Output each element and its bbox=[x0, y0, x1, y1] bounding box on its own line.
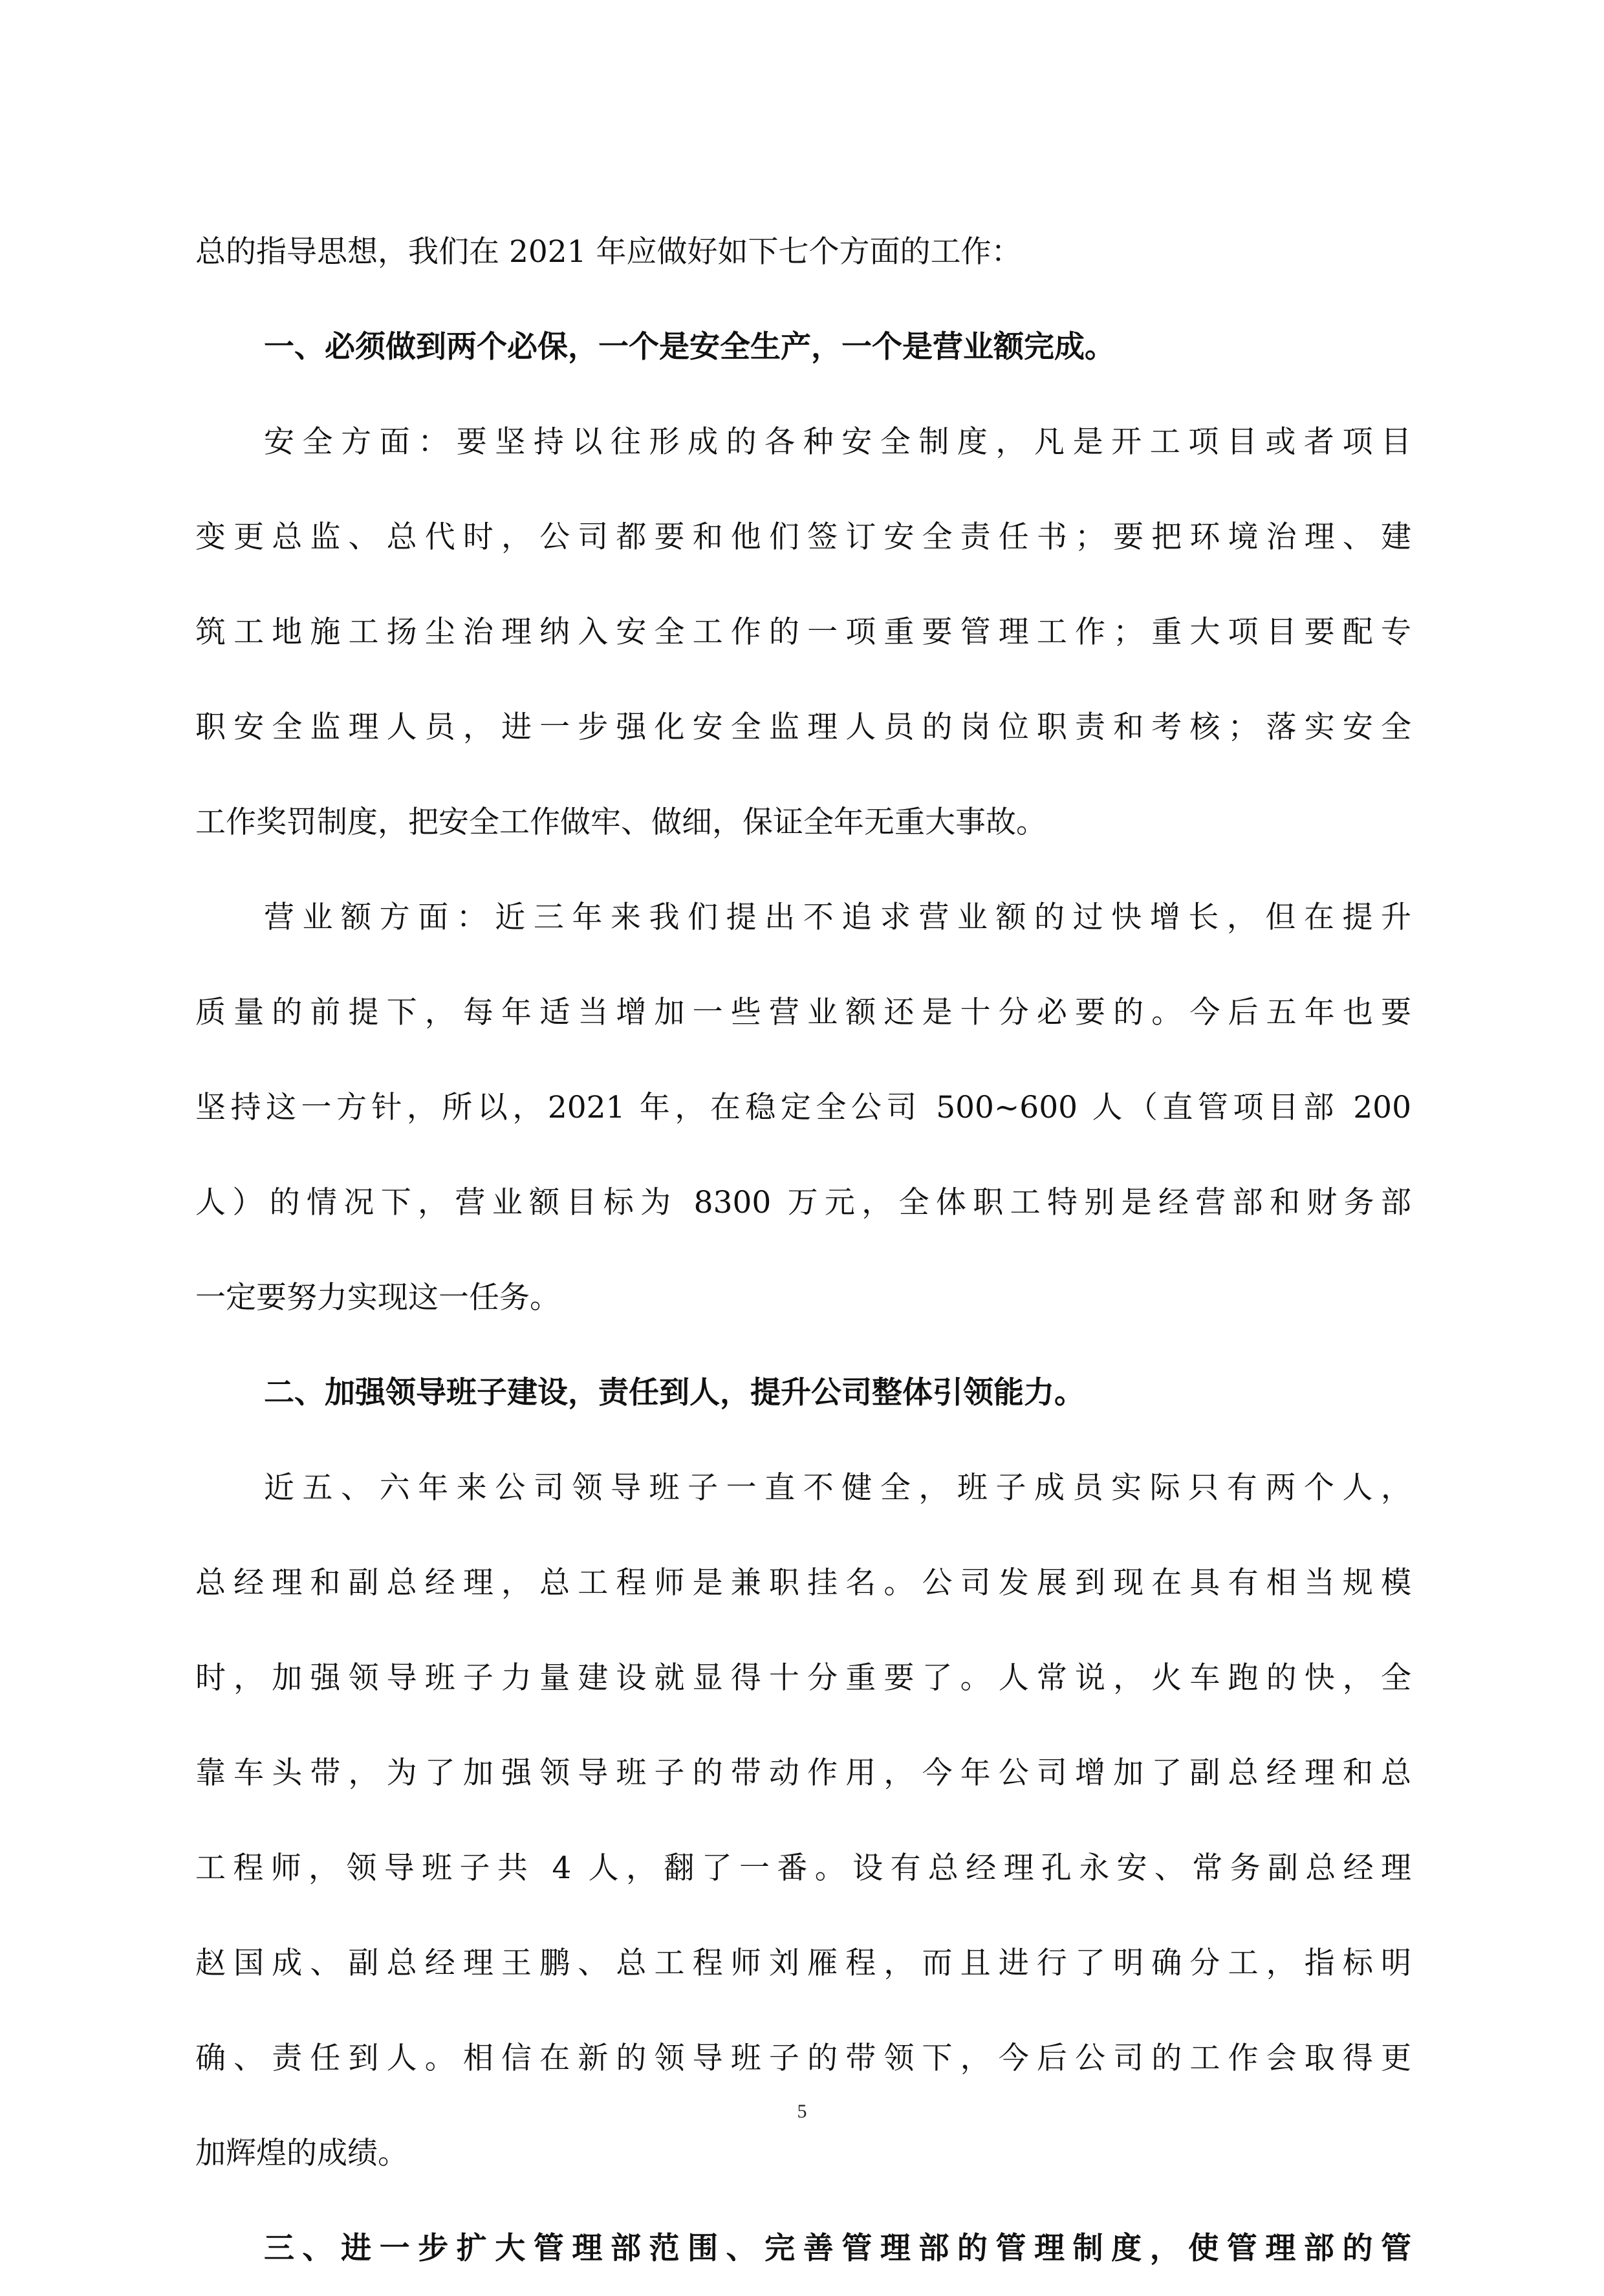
text-line: 总经理和副总经理，总工程师是兼职挂名。公司发展到现在具有相当规模 bbox=[195, 1565, 1411, 1601]
text-line: 工程师，领导班子共 4 人，翻了一番。设有总经理孔永安、常务副总经理 bbox=[195, 1850, 1411, 1886]
text-line: 总的指导思想，我们在 2021 年应做好如下七个方面的工作： bbox=[195, 234, 1022, 270]
text-line: 安全方面：要坚持以往形成的各种安全制度，凡是开工项目或者项目 bbox=[264, 424, 1411, 460]
text-line: 坚持这一方针，所以，2021 年，在稳定全公司 500~600 人（直管项目部 200 bbox=[195, 1090, 1411, 1125]
text-line: 靠车头带，为了加强领导班子的带动作用，今年公司增加了副总经理和总 bbox=[195, 1755, 1411, 1791]
text-line: 营业额方面：近三年来我们提出不追求营业额的过快增长，但在提升 bbox=[264, 900, 1411, 935]
page-number: 5 bbox=[797, 2101, 807, 2122]
document-body bbox=[195, 204, 1411, 2296]
text-line: 工作奖罚制度，把安全工作做牢、做细，保证全年无重大事故。 bbox=[195, 805, 1046, 840]
text-line: 赵国成、副总经理王鹏、总工程师刘雁程，而且进行了明确分工，指标明 bbox=[195, 1945, 1411, 1981]
text-line: 人）的情况下，营业额目标为 8300 万元，全体职工特别是经营部和财务部 bbox=[195, 1185, 1411, 1220]
text-line: 确、责任到人。相信在新的领导班子的带领下，今后公司的工作会取得更 bbox=[195, 2041, 1411, 2076]
text-line: 时，加强领导班子力量建设就显得十分重要了。人常说，火车跑的快，全 bbox=[195, 1660, 1411, 1696]
text-line: 一定要努力实现这一任务。 bbox=[195, 1280, 560, 1316]
text-line: 筑工地施工扬尘治理纳入安全工作的一项重要管理工作；重大项目要配专 bbox=[195, 614, 1411, 650]
text-line: 一、必须做到两个必保，一个是安全生产，一个是营业额完成。 bbox=[264, 329, 1115, 365]
text-line: 职安全监理人员，进一步强化安全监理人员的岗位职责和考核；落实安全 bbox=[195, 709, 1411, 745]
text-line: 加辉煌的成绩。 bbox=[195, 2136, 408, 2171]
text-line: 质量的前提下，每年适当增加一些营业额还是十分必要的。今后五年也要 bbox=[195, 995, 1411, 1030]
text-line: 二、加强领导班子建设，责任到人，提升公司整体引领能力。 bbox=[264, 1375, 1085, 1411]
text-line: 近五、六年来公司领导班子一直不健全，班子成员实际只有两个人， bbox=[264, 1470, 1411, 1506]
text-line: 变更总监、总代时，公司都要和他们签订安全责任书；要把环境治理、建 bbox=[195, 519, 1411, 555]
text-line: 三、进一步扩大管理部范围、完善管理部的管理制度，使管理部的管 bbox=[264, 2231, 1411, 2266]
